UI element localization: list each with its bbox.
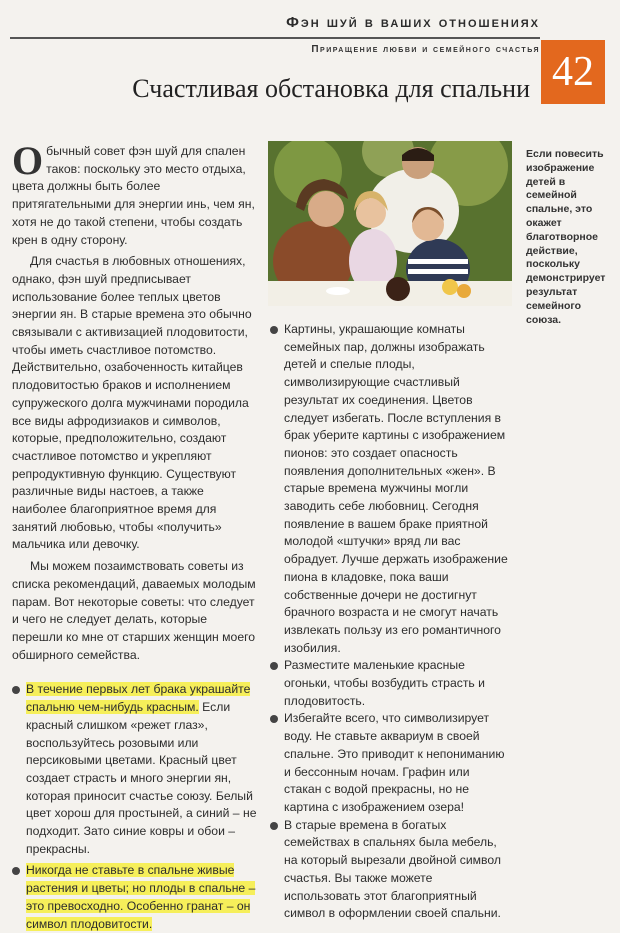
left-column <box>12 138 260 933</box>
bullet-item: Разместите маленькие красные огоньки, чтобы возбудить страсть и плодовитость. <box>270 657 508 710</box>
family-illustration <box>268 141 512 306</box>
bullet-item <box>12 862 260 933</box>
page-number-badge: 42 <box>541 40 605 104</box>
highlighted-text: Никогда не ставьте в спальне живые растения и цветы; но плоды в спальне – это превосходно. Особенно гранат – он символ плодовитости. <box>26 863 256 931</box>
drop-cap: О <box>12 138 44 183</box>
bullet-item: Избегайте всего, что символизирует воду. Не ставьте аквариум в своей спальне. Это приводит к непониманию и бессонным ночам. Графин или стакан с водой прекрасны, но не картина с изображением озера! <box>270 710 508 816</box>
photo-caption: Если повесить изображение детей в семейной спальне, это окажет благотворное действие, поскольку демонстрирует результат семейного союза. <box>526 148 606 326</box>
paragraph: Для счастья в любовных отношениях, однако, фэн шуй предписывает использование более теплых цветов энергии ян. В старые времена это обычно связывали с активизацией плодовитости, чтобы иметь счастливое потомство. Действительно, озабоченность китайцев плодовитостью браков и исполнением супружеского долга мужчинами породила все виды афродизиаков и символов, которые, предположительно, создают счастливое потомство и укрепляют репродуктивную функцию. Существуют различные виды настоев, а также наиболее благоприятное время для занятий любовью, чтобы «получить» мальчика или девочку. <box>12 254 252 552</box>
running-header-subtitle: Приращение любви и семейного счастья <box>311 44 540 55</box>
highlighted-text: В течение первых лет брака украшайте спальню чем-нибудь красным. <box>26 682 251 715</box>
header-divider <box>10 37 540 39</box>
bullet-item: Картины, украшающие комнаты семейных пар, должны изображать детей и спелые плоды, символизирующие счастливый результат их соединения. Цветов следует избегать. После вступления в брак уберите картины с изображением пионов: это создает опасность появления дополнительных «жен». В старые времена мужчины могли заводить себе любовниц. Сегодня появление в вашем браке приятной молодой «штучки» вряд ли вас обрадует. Лучше держать изображение пиона в кладовке, пока ваши собственные дочери не достигнут брачного возраста и не смогут начать извлекать пользу из его романтичного изобилия. <box>270 321 508 657</box>
running-header-title: Фэн шуй в ваших отношениях <box>286 14 540 31</box>
intro-paragraph: Обычный совет фэн шуй для спален таков: поскольку это место отдыха, цвета должны быть более притягательными для энергии инь, чем ян, хотя не до такой степени, чтобы создать крен в одну сторону. <box>12 138 255 247</box>
bullet-item: В течение первых лет брака украшайте спальню чем-нибудь красным. Если красный слишком «режет глаз», воспользуйтесь розовыми или персиковыми цветами. Красный цвет создает страсть и много энергии ян, которая приносит счастье союзу. Белый цвет хорош для простыней, а синий – не подходит. Зато синие ковры и обои – прекрасны. <box>12 681 260 858</box>
bullet-item: В старые времена в богатых семействах в спальнях была мебель, на который вырезали двойной символ счастья. Вы также можете использовать этот благоприятный символ в оформлении своей спальни. <box>270 817 508 923</box>
family-photo <box>268 141 512 306</box>
paragraph: Мы можем позаимствовать советы из списка рекомендаций, даваемых молодым парам. Вот некоторые советы: что следует и чего не следует делать, которые перешли ко мне от старших женщин моего обширного семейства. <box>12 559 256 662</box>
right-column <box>270 321 508 923</box>
article-title: Счастливая обстановка для спальни <box>132 74 530 103</box>
